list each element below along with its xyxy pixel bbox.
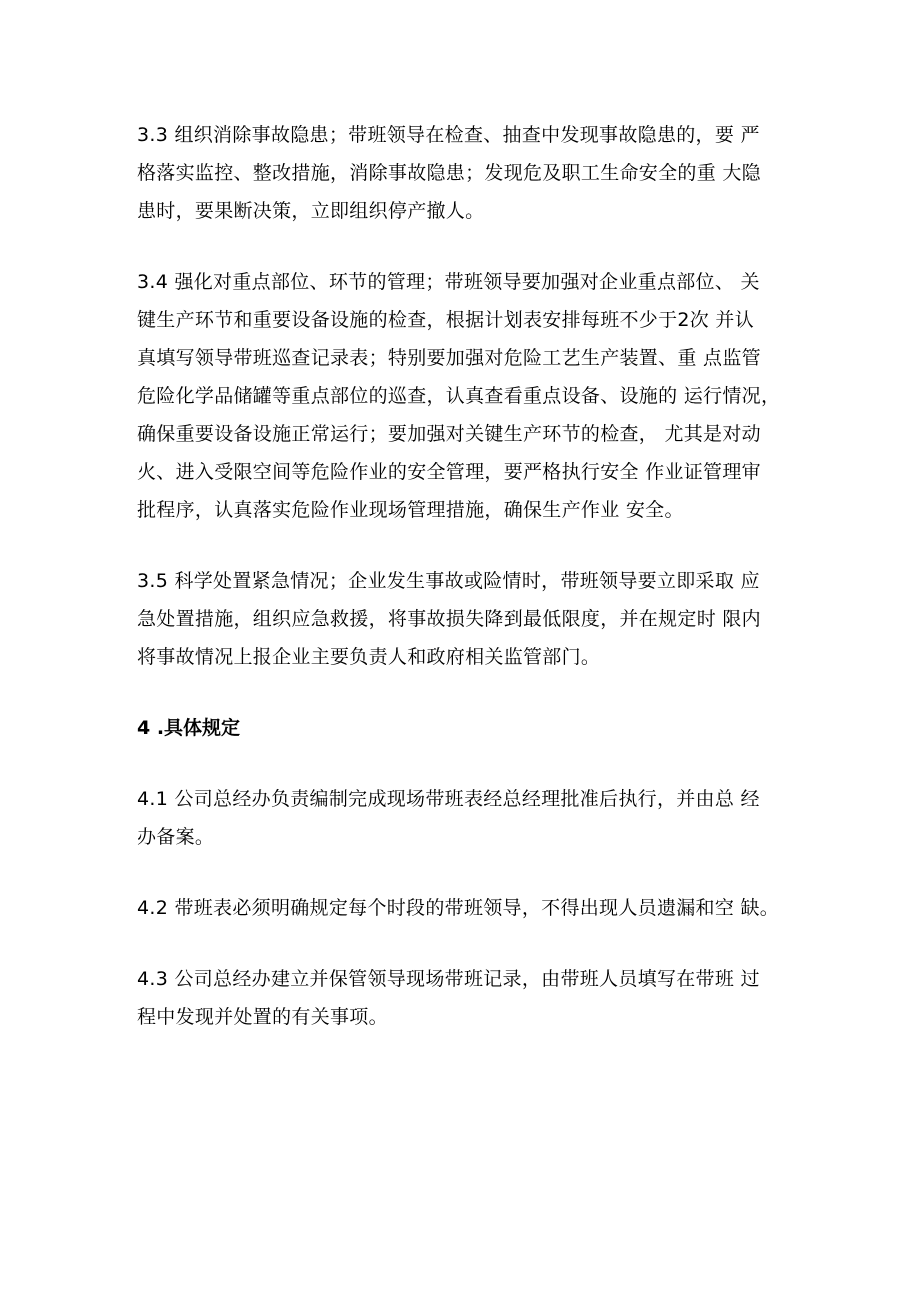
paragraph-4-3: [137, 960, 797, 1036]
text-line: 3.3 组织消除事故隐患；带班领导在检查、抽查中发现事故隐患的，要 严: [137, 124, 760, 146]
text-line: 键生产环节和重要设备设施的检查，根据计划表安排每班不少于2次 并认: [137, 309, 755, 331]
section-heading: 4 .具体规定: [137, 717, 241, 739]
paragraph-4-2: [137, 889, 797, 927]
paragraph-4-1: [137, 780, 797, 856]
document-page: [137, 116, 797, 1069]
text-line: 危险化学品储罐等重点部位的巡查，认真查看重点设备、设施的 运行情况，: [137, 385, 781, 407]
text-line: 真填写领导带班巡查记录表；特别要加强对危险工艺生产装置、重 点监管: [137, 347, 761, 369]
text-line: 确保重要设备设施正常运行；要加强对关键生产环节的检查， 尤其是对动: [137, 423, 761, 445]
text-line: 格落实监控、整改措施，消除事故隐患；发现危及职工生命安全的重 大隐: [137, 162, 761, 184]
text-line: 4.1 公司总经办负责编制完成现场带班表经总经理批准后执行，并由总 经: [137, 788, 760, 810]
text-line: 3.4 强化对重点部位、环节的管理；带班领导要加强对企业重点部位、 关: [137, 271, 760, 293]
text-line: 将事故情况上报企业主要负责人和政府相关监管部门。: [137, 646, 601, 668]
text-line: 批程序，认真落实危险作业现场管理措施，确保生产作业 安全。: [137, 499, 684, 521]
text-line: 办备案。: [137, 826, 215, 848]
paragraph-3-3: [137, 116, 797, 230]
paragraph-3-5: [137, 562, 797, 676]
paragraph-3-4: [137, 263, 797, 529]
text-line: 4.2 带班表必须明确规定每个时段的带班领导，不得出现人员遗漏和空 缺。: [137, 897, 780, 919]
text-line: 4.3 公司总经办建立并保管领导现场带班记录，由带班人员填写在带班 过: [137, 968, 760, 990]
text-line: 火、进入受限空间等危险作业的安全管理，要严格执行安全 作业证管理审: [137, 461, 761, 483]
text-line: 患时，要果断决策，立即组织停产撤人。: [137, 200, 485, 222]
text-line: 程中发现并处置的有关事项。: [137, 1006, 388, 1028]
text-line: 3.5 科学处置紧急情况；企业发生事故或险情时，带班领导要立即采取 应: [137, 570, 760, 592]
text-line: 急处置措施，组织应急救援，将事故损失降到最低限度，并在规定时 限内: [137, 608, 761, 630]
